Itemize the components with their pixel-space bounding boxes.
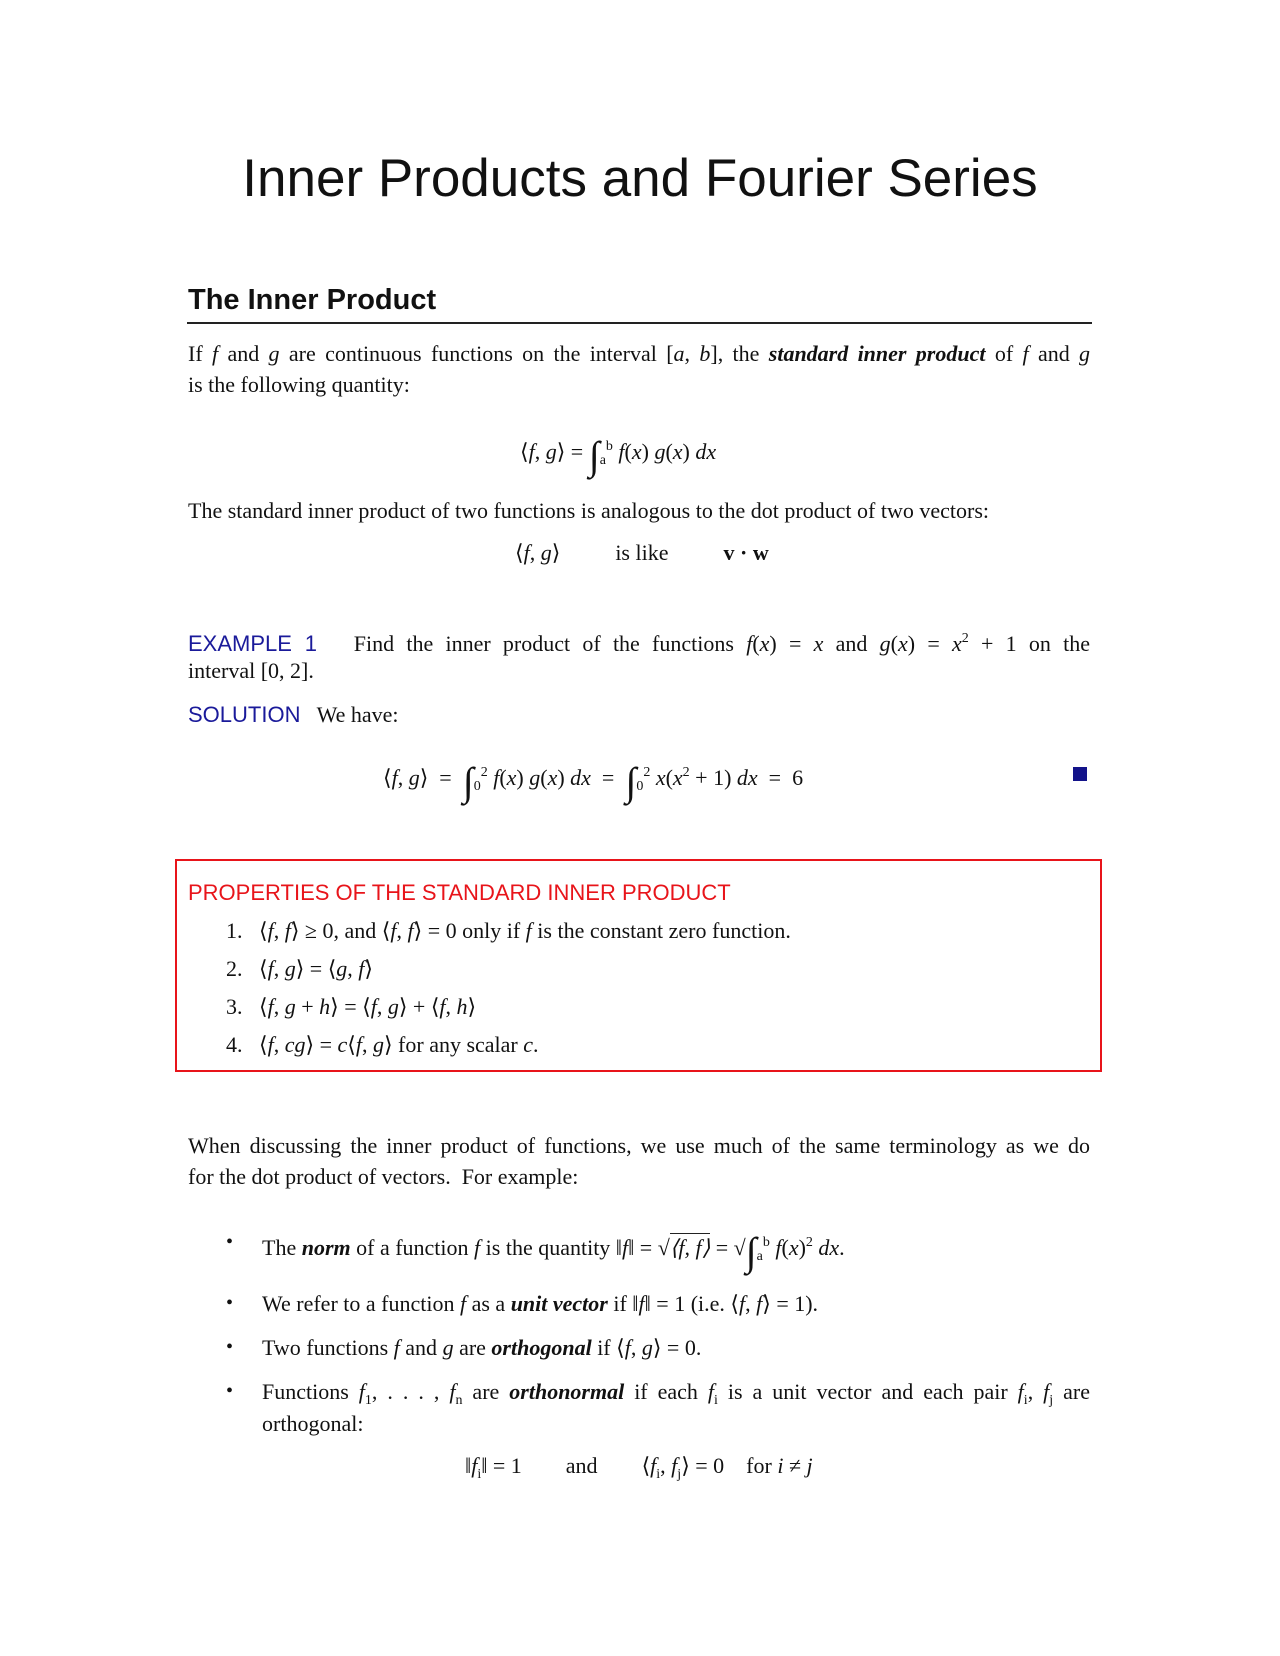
text-segment: , (273, 918, 285, 943)
text-segment: f (211, 341, 219, 366)
text-segment: are continuous functions on the interval [ (279, 341, 674, 366)
text-segment: as a (466, 1291, 511, 1316)
text-segment: orthogonal: (262, 1411, 364, 1436)
text-segment: f (358, 1379, 365, 1404)
text-segment: , (347, 956, 359, 981)
text-segment: , (273, 956, 285, 981)
text-segment: = 6 (757, 765, 804, 790)
integral-sign: ∫ (625, 759, 637, 804)
text-segment: g (387, 994, 399, 1019)
text-segment: ( (499, 765, 507, 790)
integral-sign: ∫ (745, 1229, 757, 1274)
text-segment: f (474, 1235, 481, 1260)
text-segment: f (746, 631, 753, 656)
text-segment: 0 (636, 779, 644, 794)
text-segment: are (453, 1335, 492, 1360)
text-segment: j (677, 1467, 682, 1482)
text-segment: , (1027, 1379, 1044, 1404)
text-segment: c (523, 1032, 534, 1057)
text-segment: b (699, 341, 711, 366)
text-segment: norm (301, 1235, 351, 1260)
text-segment: interval [0, 2]. (188, 658, 314, 683)
text-segment: f (284, 918, 291, 943)
text-segment: v · w (723, 540, 769, 565)
text-segment: n (455, 1393, 463, 1408)
text-segment: and (399, 1335, 443, 1360)
bullet-orthonormal (262, 1379, 1090, 1414)
property-3 (226, 994, 476, 1020)
text-segment: 1. ⟨ (226, 918, 268, 943)
section-heading: The Inner Product (188, 284, 437, 316)
text-segment: g (654, 439, 666, 464)
text-segment: g (372, 1032, 384, 1057)
text-segment: , (273, 1032, 285, 1057)
text-segment: ⟩ ≥ 0, and ⟨ (290, 918, 391, 943)
bullet-norm (262, 1229, 845, 1274)
text-segment: is the constant zero function. (531, 918, 791, 943)
text-segment: 2 (643, 765, 651, 780)
text-segment: 4. ⟨ (226, 1032, 268, 1057)
text-segment: 0 (473, 779, 481, 794)
text-segment: + 1) (689, 765, 737, 790)
text-segment: f (370, 994, 377, 1019)
text-segment: a (599, 453, 606, 468)
text-segment: for the dot product of vectors. For example: (188, 1164, 579, 1189)
text-segment: ⟨ (520, 439, 529, 464)
text-segment: x (631, 439, 642, 464)
text-segment: ( (624, 439, 632, 464)
text-segment: ‖ = √ (628, 1235, 670, 1260)
text-segment: f (769, 1235, 782, 1260)
text-segment: a (756, 1249, 763, 1264)
text-segment: ) = (769, 631, 814, 656)
text-segment: unit vector (510, 1291, 608, 1316)
text-segment: g (284, 994, 296, 1019)
text-segment: 2 (805, 1235, 813, 1250)
text-segment: ⟨ (515, 540, 524, 565)
text-segment: and (521, 1453, 642, 1478)
text-segment: j (806, 1453, 813, 1478)
text-segment: x (672, 439, 683, 464)
solution-label (188, 702, 398, 728)
text-segment: , (396, 918, 408, 943)
text-segment: x (547, 765, 558, 790)
text-segment: dx (570, 765, 591, 790)
text-segment: f (267, 1032, 274, 1057)
text-segment: f (390, 918, 397, 943)
text-segment: if ‖ (607, 1291, 639, 1316)
terminology-line-1 (188, 1133, 1090, 1159)
text-segment: f (267, 918, 274, 943)
property-4 (226, 1032, 539, 1058)
text-segment: is like (560, 540, 724, 565)
text-segment: ⟩ = 1). (762, 1291, 819, 1316)
text-segment: + (295, 994, 320, 1019)
text-segment: g (408, 765, 420, 790)
text-segment: ) (641, 439, 655, 464)
text-segment: f (650, 1453, 657, 1478)
text-segment: ⟩ = ⟨ (330, 994, 371, 1019)
example-1-line-2 (188, 658, 314, 684)
text-segment: ( (890, 631, 898, 656)
text-segment: . (839, 1235, 845, 1260)
text-segment: ⟩ (551, 540, 561, 565)
properties-heading (188, 880, 731, 906)
solution-equation (383, 759, 804, 804)
text-segment: ⟨ (641, 1453, 651, 1478)
text-segment: g (284, 956, 296, 981)
text-segment: ( (540, 765, 548, 790)
property-2 (226, 956, 373, 982)
text-segment: g (336, 956, 348, 981)
text-segment: ⟩ = 0. (652, 1335, 702, 1360)
text-segment: f (671, 1453, 678, 1478)
text-segment: When discussing the inner product of functions, we use much of the same terminology as we do (188, 1133, 1090, 1158)
text-segment: ⟨ (383, 765, 392, 790)
text-segment: ≠ (783, 1453, 807, 1478)
text-segment: ⟩ + ⟨ (398, 994, 440, 1019)
text-segment: , (376, 994, 388, 1019)
bullet-icon: • (226, 1336, 234, 1358)
text-segment: We refer to a function (262, 1291, 460, 1316)
text-segment: g (1079, 341, 1091, 366)
text-segment: h (319, 994, 331, 1019)
text-segment: g (529, 765, 541, 790)
text-segment: x (759, 631, 770, 656)
text-segment: , (273, 994, 285, 1019)
text-segment: g (268, 341, 280, 366)
example-1-line-1 (188, 626, 1090, 657)
text-segment: x (952, 631, 962, 656)
text-segment: f (471, 1453, 478, 1478)
text-segment: f (738, 1291, 746, 1316)
section-rule (187, 322, 1092, 324)
text-segment: x (813, 631, 824, 656)
property-1 (226, 918, 791, 944)
text-segment: i (656, 1467, 661, 1482)
text-segment: and (1028, 341, 1080, 366)
text-segment: b (762, 1235, 770, 1250)
text-segment: orthonormal (509, 1379, 625, 1404)
bullet-icon: • (226, 1380, 234, 1402)
text-segment: ⟩ = (419, 765, 463, 790)
text-segment: f (638, 1291, 645, 1316)
text-segment: i (477, 1467, 482, 1482)
text-segment: = √ (710, 1235, 746, 1260)
text-segment: f (407, 918, 414, 943)
text-segment: are (462, 1379, 510, 1404)
text-segment: ⟩ for any scalar (383, 1032, 524, 1057)
text-segment: ⟩ (364, 956, 374, 981)
text-segment: g (545, 439, 557, 464)
text-segment: , (534, 439, 546, 464)
text-segment: f (1043, 1379, 1050, 1404)
analogy-equation (515, 540, 769, 566)
text-segment: g (540, 540, 552, 565)
orthonormal-equation (465, 1453, 813, 1488)
text-segment: f (267, 956, 274, 981)
text-segment: if ⟨ (591, 1335, 625, 1360)
bullet-orthogonal (262, 1335, 701, 1361)
text-segment: is the quantity ‖ (480, 1235, 622, 1260)
text-segment: ⟩ = (305, 1032, 338, 1057)
text-segment: ⟨ (347, 1032, 356, 1057)
text-segment: i (714, 1393, 718, 1408)
text-segment: , (397, 765, 409, 790)
text-segment: b (605, 439, 613, 454)
text-segment: , . . . , (371, 1379, 450, 1404)
text-segment: f (355, 1032, 362, 1057)
text-segment: 2 (961, 631, 969, 646)
text-segment: g (442, 1335, 454, 1360)
text-segment: i (1023, 1393, 1028, 1408)
text-segment: , (529, 540, 541, 565)
text-segment: a (673, 341, 685, 366)
text-segment: 2 (682, 765, 690, 780)
text-segment: of (985, 341, 1023, 366)
text-segment: We have: (300, 702, 399, 727)
bullet-orthonormal-cont (262, 1411, 363, 1437)
text-segment: , (660, 1453, 672, 1478)
text-segment: x (650, 765, 666, 790)
text-segment: c (337, 1032, 348, 1057)
text-segment: f (624, 1335, 631, 1360)
text-segment: is a unit vector and each pair (717, 1379, 1018, 1404)
text-segment: f (707, 1379, 715, 1404)
text-segment: f (612, 439, 625, 464)
text-segment: x (788, 1235, 799, 1260)
text-segment: standard inner product (768, 341, 986, 366)
text-segment: dx (695, 439, 717, 464)
text-segment: 2 (480, 765, 488, 780)
text-segment: ( (752, 631, 760, 656)
terminology-line-2 (188, 1164, 578, 1190)
text-segment: ) (682, 439, 696, 464)
text-segment: f (393, 1335, 400, 1360)
text-segment: 1 (364, 1393, 372, 1408)
text-segment: SOLUTION (188, 702, 301, 727)
text-segment: ( (665, 765, 673, 790)
text-segment: ⟩ (467, 994, 477, 1019)
text-segment: The (262, 1235, 302, 1260)
text-segment: f (487, 765, 500, 790)
text-segment: h (456, 994, 468, 1019)
text-segment: ⟩ = (556, 439, 589, 464)
text-segment: f (528, 439, 535, 464)
text-segment: j (1049, 1393, 1054, 1408)
text-segment: x (506, 765, 517, 790)
text-segment: ‖ = 1 (481, 1453, 522, 1478)
text-segment: and (218, 341, 269, 366)
text-segment: Two functions (262, 1335, 394, 1360)
text-segment: ‖ (465, 1453, 472, 1478)
text-segment: , (361, 1032, 373, 1057)
text-segment: f (1017, 1379, 1024, 1404)
integral-sign: ∫ (462, 759, 474, 804)
text-segment: f (439, 994, 446, 1019)
text-segment: , (445, 994, 457, 1019)
text-segment: f (523, 540, 530, 565)
page-title: Inner Products and Fourier Series (242, 149, 1038, 208)
text-segment: x (898, 631, 908, 656)
text-segment: ( (665, 439, 673, 464)
intro-line-1 (188, 341, 1090, 367)
text-segment: Find the inner product of the functions (317, 631, 747, 656)
intro-line-2 (188, 372, 410, 398)
text-segment: ⟩ = 0 only if (413, 918, 526, 943)
text-segment: f (459, 1291, 467, 1316)
text-segment: f (756, 1291, 763, 1316)
text-segment: g (641, 1335, 653, 1360)
text-segment: , (684, 341, 700, 366)
text-segment: Functions (262, 1379, 359, 1404)
text-segment: . (533, 1032, 539, 1057)
text-segment: ], the (710, 341, 769, 366)
text-segment: ⟩ = 0 for (681, 1453, 778, 1478)
inner-product-equation (520, 433, 717, 478)
text-segment: is the following quantity: (188, 372, 410, 397)
text-segment: of a function (350, 1235, 475, 1260)
text-segment: ) = (907, 631, 952, 656)
text-segment: ) (798, 1235, 806, 1260)
text-segment: f (391, 765, 398, 790)
text-segment: x (672, 765, 683, 790)
bullet-icon: • (226, 1292, 234, 1314)
text-segment: , (630, 1335, 642, 1360)
text-segment: PROPERTIES OF THE STANDARD INNER PRODUCT (188, 880, 731, 905)
text-segment: ) (557, 765, 571, 790)
text-segment: cg (284, 1032, 306, 1057)
text-segment: The standard inner product of two functions is analogous to the dot product of two vectors: (188, 498, 989, 523)
text-segment: = (590, 765, 626, 790)
text-segment: f (267, 994, 274, 1019)
text-segment: ) (516, 765, 530, 790)
text-segment: ⟩ = ⟨ (295, 956, 337, 981)
text-segment: dx (736, 765, 758, 790)
text-segment: If (188, 341, 212, 366)
text-segment: f (358, 956, 365, 981)
text-segment: are (1053, 1379, 1091, 1404)
text-segment: f (622, 1235, 629, 1260)
text-segment: orthogonal (491, 1335, 592, 1360)
analogy-text (188, 498, 989, 524)
text-segment: 2. ⟨ (226, 956, 268, 981)
text-segment: f (449, 1379, 456, 1404)
text-segment: dx (812, 1235, 840, 1260)
bullet-icon: • (226, 1231, 234, 1253)
text-segment: + 1 on the (968, 631, 1091, 656)
text-segment: ‖ = 1 (i.e. ⟨ (644, 1291, 739, 1316)
text-segment: , (745, 1291, 757, 1316)
text-segment: 3. ⟨ (226, 994, 268, 1019)
text-segment: ( (781, 1235, 789, 1260)
text-segment: if each (624, 1379, 708, 1404)
text-segment: i (777, 1453, 784, 1478)
text-segment: ⟨f, f⟩ (669, 1235, 711, 1260)
text-segment: f (1022, 341, 1029, 366)
text-segment: f (525, 918, 532, 943)
text-segment: EXAMPLE 1 (188, 631, 318, 656)
text-segment: and (823, 631, 880, 656)
qed-square-icon (1073, 767, 1087, 781)
bullet-unit-vector (262, 1291, 818, 1317)
integral-sign: ∫ (588, 433, 600, 478)
text-segment: g (879, 631, 891, 656)
